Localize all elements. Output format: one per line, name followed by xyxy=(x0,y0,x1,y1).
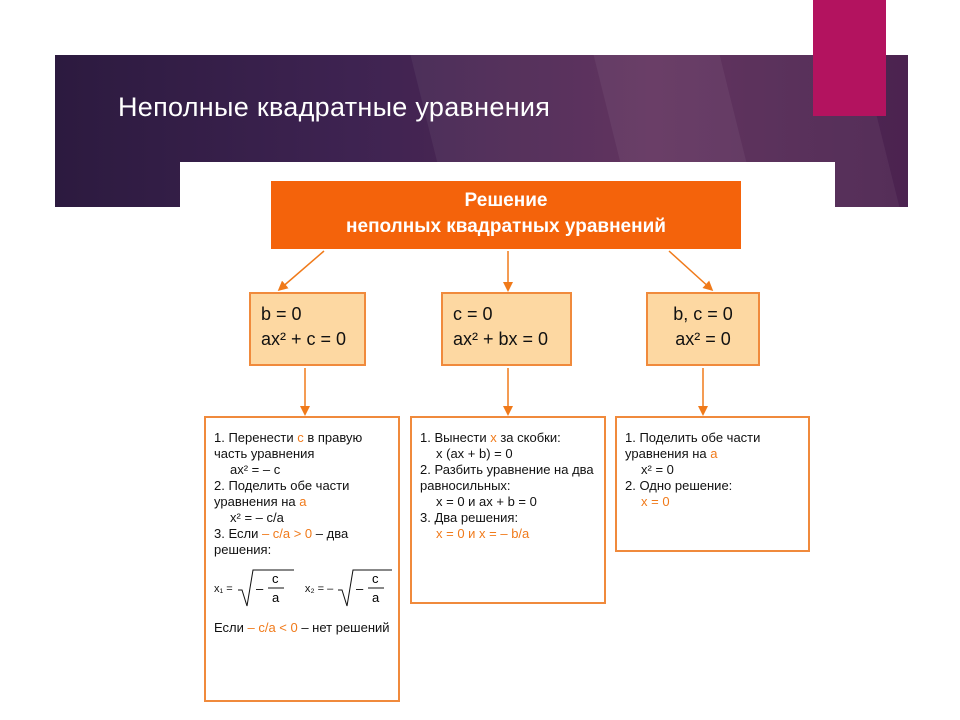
arrow-left xyxy=(280,251,324,289)
sqrt-1 xyxy=(236,568,296,610)
step-4: Если – c/a < 0 – нет решений xyxy=(214,620,390,635)
solution-box-1 xyxy=(204,416,400,702)
answer: x = 0 и x = – b/a xyxy=(436,526,530,541)
equation-1: ax² = – c xyxy=(230,462,281,477)
step-1: 1. Перенести c в правую часть уравнения xyxy=(214,430,363,461)
header-line2: неполных квадратных уравнений xyxy=(346,216,666,237)
step-3: 3. Два решения: xyxy=(420,510,519,525)
step-1: 1. Поделить обе части уравнения на a xyxy=(625,430,761,461)
header-line1: Решение xyxy=(464,190,548,211)
sqrt-minus: – xyxy=(356,581,364,596)
step-1: 1. Вынести x за скобки: xyxy=(420,430,561,445)
roots-formula xyxy=(214,568,390,610)
case-equation: ax² = 0 xyxy=(675,329,731,349)
case-cond: c = 0 xyxy=(453,304,493,324)
case-cond: b, c = 0 xyxy=(673,304,733,324)
sqrt-minus: – xyxy=(255,581,263,596)
answer: x = 0 xyxy=(641,494,670,509)
solution-box-2 xyxy=(410,416,606,604)
equation-2: x² = – c/a xyxy=(230,510,284,525)
case-box-bc-zero xyxy=(646,292,760,366)
frac-den: a xyxy=(271,590,279,605)
step-2: 2. Поделить обе части уравнения на a xyxy=(214,478,350,509)
step-2: 2. Разбить уравнение на два равносильных: xyxy=(420,462,594,493)
step-2: 2. Одно решение: xyxy=(625,478,733,493)
frac-den: a xyxy=(372,590,380,605)
case-equation: ax² + c = 0 xyxy=(261,329,347,349)
root-x1-label: x₁ = xyxy=(214,582,233,595)
solution-box-3 xyxy=(615,416,810,552)
case-box-b-zero xyxy=(249,292,366,366)
frac-num: c xyxy=(271,571,279,586)
root-x2-label: x₂ = – xyxy=(304,582,334,595)
case-equation: ax² + bx = 0 xyxy=(453,329,549,349)
equation-2: x = 0 и ax + b = 0 xyxy=(436,494,537,509)
arrow-right xyxy=(669,251,711,289)
frac-num: c xyxy=(372,571,379,586)
equation-1: x² = 0 xyxy=(641,462,674,477)
step-3: 3. Если – c/a > 0 – два решения: xyxy=(214,526,349,557)
case-box-c-zero xyxy=(441,292,572,366)
equation-1: x (ax + b) = 0 xyxy=(436,446,513,461)
sqrt-2 xyxy=(336,568,394,610)
slide-title: Неполные квадратные уравнения xyxy=(118,92,551,122)
case-cond: b = 0 xyxy=(261,304,302,324)
